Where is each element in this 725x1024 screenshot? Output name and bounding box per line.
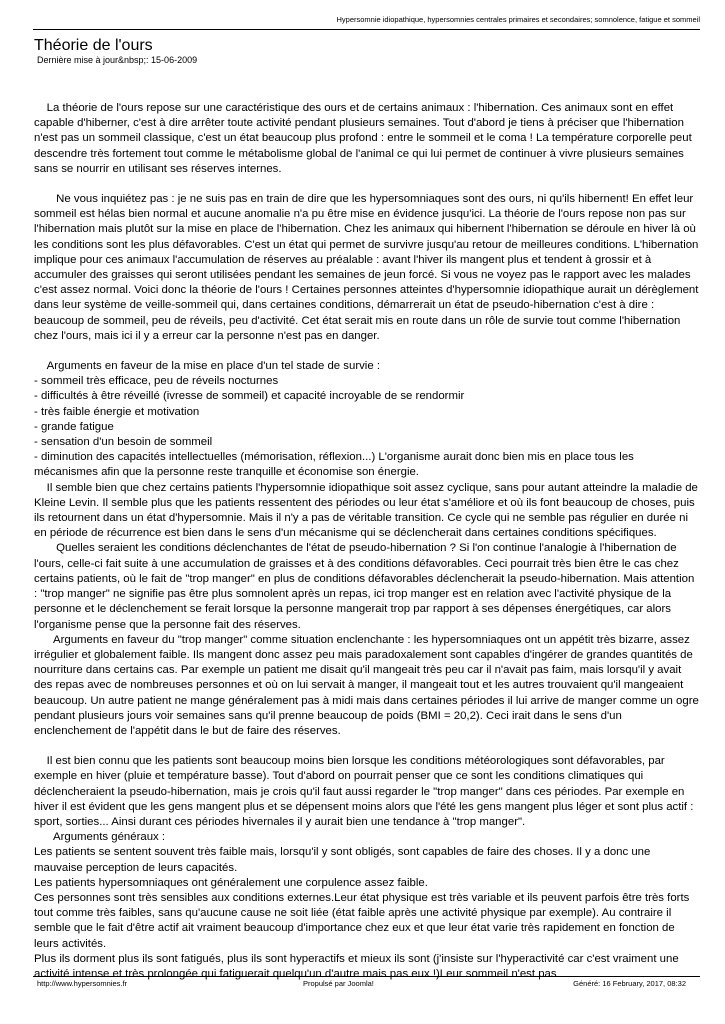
paragraph-conditions xyxy=(34,541,700,632)
site-breadcrumb: Hypersomnie idiopathique, hypersomnies centrales primaires et secondaires; somnolence, fatigue et sommeil xyxy=(336,15,700,24)
arguments-intro-text: Arguments en faveur de la mise en place d'un tel stade de survie : xyxy=(46,360,380,373)
article-body xyxy=(34,101,700,982)
argument-item: - diminution des capacités intellectuelles (mémorisation, réflexion...) L'organisme aurait donc bien mis en place tous les mécanismes afin que la personne reste tranquille et économise son énergie. xyxy=(34,451,634,479)
footer-generated-date: Généré: 16 February, 2017, 08:32 xyxy=(573,979,686,988)
footer-powered-by: Propulsé par Joomla! xyxy=(303,979,374,988)
last-update-date: Dernière mise à jour&nbsp;: 15-06-2009 xyxy=(37,55,198,65)
argument-item: - sensation d'un besoin de sommeil xyxy=(34,436,213,449)
paragraph-intro xyxy=(34,101,700,177)
general-argument: Ces personnes sont très sensibles aux conditions externes.Leur état physique est très variable et ils peuvent parfois être très forts tout comme très faibles, sans qu'aucune cause ne soit liée (état faible après une activité physique par exemple). Au contraire il semble que le fait d'être actif ait vraiment beaucoup d'importance chez eux et que leur état varie très rapidement en fonction de leurs activités. xyxy=(34,891,690,950)
page-header xyxy=(33,14,700,30)
argument-item: - grande fatigue xyxy=(34,420,114,433)
paragraph-cyclic-text: Il semble bien que chez certains patients l'hypersomnie idiopathique soit assez cyclique, sans pour autant atteindre la maladie de Kleine Levin. Il semble plus que les patients ressentent des périodes ou leur état s'améliore et où ils font beaucoup de choses, puis ils retournent dans un état d'hypersomnie. Mais il n'y a pas de véritable transition. Ce cycle qui ne semble pas régulier en durée ni en période de récurrence est bien dans le sens d'un mécanisme qui se déclencherait dans certaines conditions spécifiques. xyxy=(34,481,698,540)
argument-item: - difficultés à être réveillé (ivresse de sommeil) et capacité incroyable de se rendormir xyxy=(34,390,465,403)
page-footer xyxy=(33,976,700,988)
general-argument: Les patients hypersomniaques ont généralement une corpulence assez faible. xyxy=(34,876,428,889)
paragraph-overeating xyxy=(34,633,700,739)
general-argument: Les patients se sentent souvent très faible mais, lorsqu'il y sont obligés, sont capables de faire des choses. Il y a donc une mauvaise perception de leurs capacités. xyxy=(34,846,651,874)
argument-item: - sommeil très efficace, peu de réveils nocturnes xyxy=(34,375,279,388)
paragraph-overeating-text: Arguments en faveur du "trop manger" comme situation enclenchante : les hypersomniaques ont un appétit très bizarre, assez irrégulier et globalement faible. Ils mangent donc assez peu mais paradoxalement sont capables d'ingérer de grandes quantités de nourriture dans certains cas. Par exemple un patient me disait qu'il mangeait très peu car il n'avait pas faim, mais lorsqu'il y avait des repas avec de nombreuses personnes et où on lui servait à manger, il mangeait tout et les autres trouvaient qu'il mangeaient beaucoup. Un autre patient ne mange généralement pas à midi mais dans certaines périodes il lui arrive de manger comme un ogre pendant plusieurs jours voir semaines sans qu'il prenne beaucoup de poids (BMI = 20,2). Ceci irait dans le sens d'un enclenchement de l'appétit dans le but de faire des réserves. xyxy=(34,633,699,737)
paragraph-cyclic xyxy=(34,481,700,542)
footer-site-url: http://www.hypersomnies.fr xyxy=(37,979,128,988)
paragraph-weather-text: Il est bien connu que les patients sont beaucoup moins bien lorsque les conditions météorologiques sont défavorables, par exemple en hiver (pluie et température basse). Tout d'abord on pourrait penser que ce sont les conditions climatiques qui déclencheraient la pseudo-hibernation, mais je crois qu'il faut aussi regarder le "trop manger" dans ces périodes. Par exemple en hiver il est évident que les gens mangent plus et se dépensent moins alors que l'été les gens mangent plus léger et sont plus actif : sport, sorties... Ainsi durant ces périodes hivernales il y aurait bien une tendance à "trop manger". xyxy=(34,755,694,828)
paragraph-theory xyxy=(34,192,700,344)
paragraph-theory-text: Ne vous inquiétez pas : je ne suis pas en train de dire que les hypersomniaques sont des ours, ni qu'ils hibernent! En effet leur sommeil est hélas bien normal et aucune anomalie n'a pu être mise en évidence jusqu'ici. La théorie de l'ours repose non pas sur l'hibernation mais plutôt sur la mise en place de l'hibernation. Chez les animaux qui hibernent l'hibernation se déroule en hiver là où les conditions sont les plus défavorables. C'est un état qui permet de survivre jusqu'au retour de meilleures conditions. L'hibernation implique pour ces animaux l'accumulation de réserves au préalable : avant l'hiver ils mangent plus et tendent à grossir et à accumuler des graisses qui seront utilisées pendant les semaines de jeun forcé. Si vous ne voyez pas le rapport avec les malades c'est assez normal. Voici donc la théorie de l'ours ! Certaines personnes atteintes d'hypersomnie idiopathique aurait un dérèglement dans leur système de veille-sommeil qui, dans certaines conditions, démarrerait un état de pseudo-hibernation c'est à dire : beaucoup de sommeil, peu de réveils, peu d'activité. Cet état serait mis en route dans un rôle de survie tout comme l'hibernation chez l'ours, mais ici il y a erreur car la personne n'est pas en danger. xyxy=(34,193,699,342)
paragraph-conditions-text: Quelles seraient les conditions déclenchantes de l'état de pseudo-hibernation ? Si l'on continue l'analogie à l'hibernation de l'ours, celle-ci fait suite à une accumulation de graisses et à des conditions défavorables. Ceci pourrait très bien être le cas chez certains patients, où le fait de "trop manger" en plus de conditions défavorables déclencherait la pseudo-hibernation. Mais attention : "trop manger" ne signifie pas être plus somnolent après un repas, ici trop manger est en relation avec l'activité physique de la personne et le déclenchement se ferait lorsque la personne mangerait trop par rapport à ses dépenses énergétiques, car alors l'organisme pense que la personne fait des réserves. xyxy=(34,542,695,631)
article-title: Théorie de l'ours xyxy=(34,37,153,54)
paragraph-intro-text: La théorie de l'ours repose sur une caractéristique des ours et de certains animaux : l'hibernation. Ces animaux sont en effet capable d'hiberner, c'est à dire arrêter toute activité pendant plusieurs semaines. Tout d'abord je tiens à préciser que l'hibernation n'est pas un sommeil classique, c'est un état beaucoup plus profond : entre le sommeil et le coma ! La température corporelle peut descendre très fortement tout comme le métabolisme global de l'animal ce qui lui permet de continuer à vivre plusieurs semaines sans se nourrir en utilisant ses réserves internes. xyxy=(34,102,692,175)
argument-item: - très faible énergie et motivation xyxy=(34,405,200,418)
arguments-intro xyxy=(34,359,700,374)
general-arguments-heading-text: Arguments généraux : xyxy=(53,831,166,844)
general-arguments-heading xyxy=(34,830,700,845)
general-argument: Plus ils dorment plus ils sont fatigués, plus ils sont hyperactifs et mieux ils sont (j'insiste sur l'hyperactivité car c'est vraiment une activité intense et très prolongée qui fatiguerait quelqu'un d'autre mais pas eux !)Leur sommeil n'est pas xyxy=(34,952,679,980)
paragraph-weather xyxy=(34,754,700,830)
